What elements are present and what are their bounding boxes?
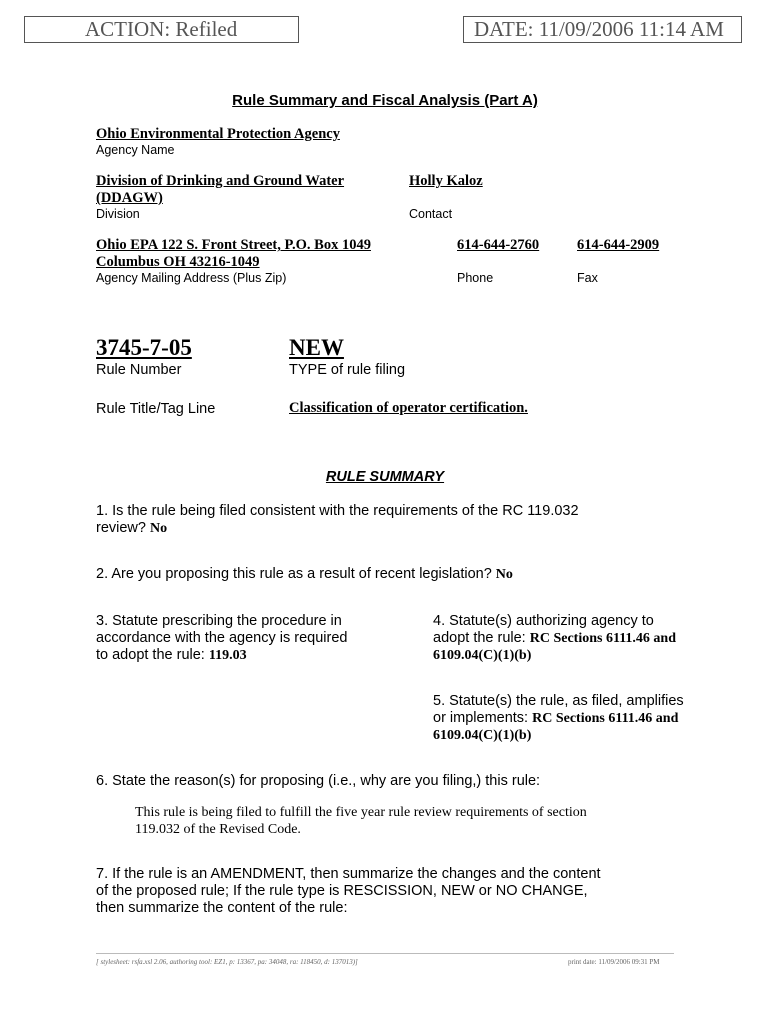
question-5-line1: 5. Statute(s) the rule, as filed, amplifies	[433, 693, 684, 709]
fax-value: 614-644-2909	[577, 237, 660, 253]
phone-value: 614-644-2760	[457, 237, 540, 253]
question-3-line2: accordance with the agency is required	[96, 630, 348, 646]
question-3-line3	[96, 647, 396, 664]
rule-type-label: TYPE of rule filing	[289, 362, 406, 378]
question-4-answer-b: 6109.04(C)(1)(b)	[433, 648, 532, 663]
phone-label: Phone	[457, 271, 494, 285]
contact-label: Contact	[409, 207, 453, 221]
question-3	[96, 613, 396, 664]
question-6: 6. State the reason(s) for proposing (i.e., why are you filing,) this rule:	[96, 773, 541, 789]
question-2-answer: No	[495, 567, 513, 582]
question-5-line2	[433, 710, 733, 727]
rule-summary-heading: RULE SUMMARY	[325, 469, 445, 485]
address-label: Agency Mailing Address (Plus Zip)	[96, 271, 287, 285]
question-1	[96, 503, 716, 537]
division-value-line2: (DDAGW)	[96, 190, 163, 206]
question-1-line1: 1. Is the rule being filed consistent with the requirements of the RC 119.032	[96, 503, 579, 519]
footer-divider	[96, 953, 674, 954]
question-4	[433, 613, 733, 664]
footer-stylesheet-info: [ stylesheet: rsfa.xsl 2.06, authoring tool: EZ1, p: 13367, pa: 34048, ra: 118450, d: 137013)]	[96, 958, 358, 966]
action-text: ACTION: Refiled	[85, 17, 238, 41]
question-5-answer-a: RC Sections 6111.46 and	[532, 711, 679, 726]
question-7-line2: of the proposed rule; If the rule type is RESCISSION, NEW or NO CHANGE,	[96, 883, 588, 899]
question-6-answer-line1: This rule is being filed to fulfill the five year rule review requirements of section	[135, 805, 587, 820]
rule-title-value: Classification of operator certification.	[289, 400, 528, 416]
question-4-answer-a: RC Sections 6111.46 and	[529, 631, 676, 646]
question-3-line1: 3. Statute prescribing the procedure in	[96, 613, 342, 629]
fax-label: Fax	[577, 271, 598, 285]
question-4-text: adopt the rule:	[433, 630, 526, 646]
question-7-line1: 7. If the rule is an AMENDMENT, then summarize the changes and the content	[96, 866, 601, 882]
rule-type-value: NEW	[289, 335, 344, 360]
question-4-line2	[433, 630, 733, 647]
question-3-text: to adopt the rule:	[96, 647, 205, 663]
address-line1: Ohio EPA 122 S. Front Street, P.O. Box 1049	[96, 237, 371, 253]
footer-print-date: print date: 11/09/2006 09:31 PM	[568, 958, 660, 966]
question-5-answer-b: 6109.04(C)(1)(b)	[433, 728, 532, 743]
contact-value: Holly Kaloz	[409, 173, 483, 189]
agency-name-value: Ohio Environmental Protection Agency	[96, 126, 340, 142]
question-4-line1: 4. Statute(s) authorizing agency to	[433, 613, 654, 629]
question-3-answer: 119.03	[208, 648, 247, 663]
page-title: Rule Summary and Fiscal Analysis (Part A)	[232, 92, 538, 109]
action-box	[24, 16, 299, 43]
agency-name-label: Agency Name	[96, 143, 175, 157]
division-label: Division	[96, 207, 140, 221]
question-6-answer-line2: 119.032 of the Revised Code.	[135, 822, 301, 837]
question-2	[96, 566, 716, 583]
rule-title-label: Rule Title/Tag Line	[96, 401, 216, 417]
address-line2: Columbus OH 43216-1049	[96, 254, 260, 270]
question-7	[96, 866, 736, 917]
question-1-text: review?	[96, 520, 146, 536]
rule-number-label: Rule Number	[96, 362, 182, 378]
question-5	[433, 693, 733, 744]
date-box	[463, 16, 742, 43]
question-5-text: or implements:	[433, 710, 529, 726]
question-1-line2	[96, 520, 716, 537]
question-7-line3: then summarize the content of the rule:	[96, 900, 348, 916]
question-1-answer: No	[150, 521, 168, 536]
question-2-text: 2. Are you proposing this rule as a result of recent legislation?	[96, 566, 492, 582]
date-text: DATE: 11/09/2006 11:14 AM	[474, 17, 724, 41]
rule-number-value: 3745-7-05	[96, 335, 192, 360]
division-value-line1: Division of Drinking and Ground Water	[96, 173, 345, 189]
question-6-answer	[135, 804, 735, 838]
